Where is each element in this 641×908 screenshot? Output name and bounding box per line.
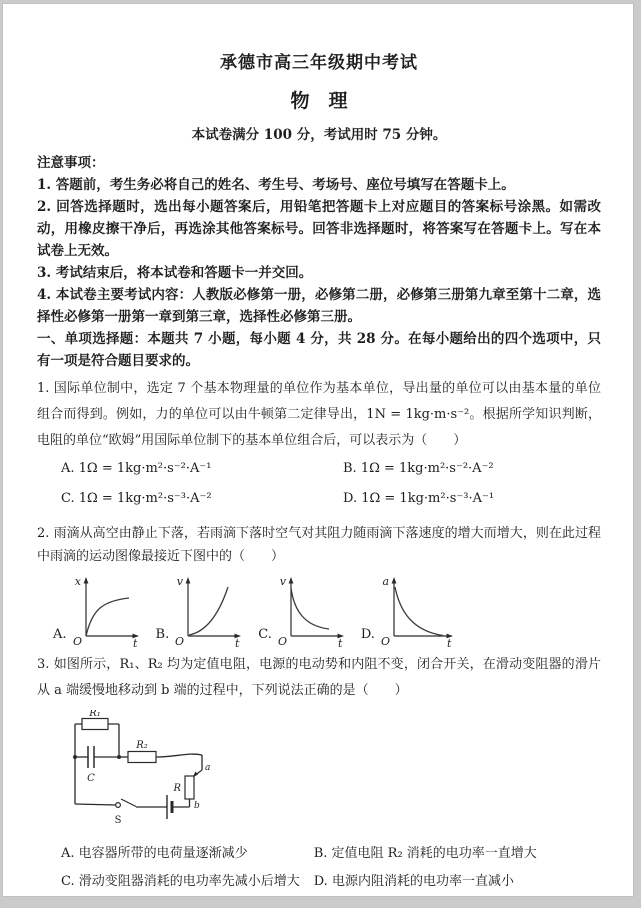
acceleration-time-graph — [377, 574, 457, 648]
exam-paper-page — [2, 3, 634, 897]
switch-contact — [116, 803, 121, 808]
velocity-time-graph — [274, 574, 348, 648]
q2-graph-option-d — [361, 574, 457, 648]
page-content — [3, 4, 633, 896]
curve — [395, 587, 443, 636]
curve — [86, 598, 129, 636]
x-axis-label: t — [446, 637, 452, 648]
q3-circuit-figure — [61, 710, 601, 834]
wire — [156, 754, 202, 757]
origin-label: O — [277, 635, 287, 648]
resistor-r2 — [128, 752, 156, 763]
question-3-text: 3. 如图所示，R₁、R₂ 均为定值电阻，电源的电动势和内阻不变，闭合开关，在滑动变阻器的滑片从 a 端缓慢地移动到 b 端的过程中，下列说法正确的是（ ） — [37, 657, 601, 698]
x-axis-label: t — [337, 637, 343, 648]
q3-option-d: D. 电源内阻消耗的电功率一直减小 — [313, 874, 514, 889]
q3-options-row-1 — [37, 840, 601, 868]
q3-option-c: C. 滑动变阻器消耗的电功率先减小后增大 — [61, 874, 300, 889]
q3-option-b: B. 定值电阻 R₂ 消耗的电功率一直增大 — [313, 846, 537, 861]
capacitor-label: C — [87, 773, 95, 784]
y-axis-arrow-icon — [288, 577, 293, 584]
q1-options-row-1 — [37, 454, 601, 484]
graph-c-label: C. — [258, 627, 272, 642]
notice-item-4: 4. 本试卷主要考试内容：人教版必修第一册，必修第二册，必修第三册第九章至第十二章，选择性必修第一册第一章到第三章，选择性必修第三册。 — [37, 287, 601, 325]
question-1-text: 1. 国际单位制中，选定 7 个基本物理量的单位作为基本单位，导出量的单位可以由基本量的单位组合而得到。例如，力的单位可以由牛顿第二定律导出，1N = 1kg·m·s⁻²。根据所学知识判断，电阻的单位“欧姆”用国际单位制下的基本单位组合后，可以表示为（ ） — [37, 381, 601, 448]
velocity-time-graph — [171, 574, 245, 648]
origin-label: O — [175, 635, 185, 648]
y-axis-arrow-icon — [186, 577, 191, 584]
curve — [291, 588, 329, 629]
notice-item-3: 3. 考试结束后，将本试卷和答题卡一并交回。 — [37, 265, 313, 281]
curve — [189, 587, 228, 635]
q1-option-d: D. 1Ω = 1kg·m²·s⁻³·A⁻¹ — [343, 491, 495, 506]
switch-label: S — [114, 815, 122, 826]
circuit-diagram — [61, 710, 219, 830]
exam-info: 本试卷满分 100 分，考试用时 75 分钟。 — [191, 127, 447, 143]
q2-graphs-row — [53, 574, 601, 648]
wire — [75, 804, 116, 805]
notice-item-2: 2. 回答选择题时，选出每小题答案后，用铅笔把答题卡上对应题目的答案标号涂黑。如需改动，用橡皮擦干净后，再选涂其他答案标号。回答非选择题时，将答案写在答题卡上。写在本试卷上无效。 — [37, 199, 601, 259]
q2-graph-option-b — [156, 574, 246, 648]
q2-graph-option-c — [258, 574, 348, 648]
junction-dot — [73, 755, 77, 759]
q1-options-row-2 — [37, 484, 601, 514]
graph-b-label: B. — [155, 627, 170, 642]
q1-option-a: A. 1Ω = 1kg·m²·s⁻²·A⁻¹ — [61, 461, 212, 476]
notices-heading: 注意事项： — [37, 155, 105, 171]
y-axis-label: v — [279, 575, 286, 588]
page-title: 承德市高三年级期中考试 — [220, 53, 418, 73]
y-axis-label: v — [177, 575, 184, 588]
q3-options — [37, 840, 601, 896]
graph-d-label: D. — [360, 627, 375, 642]
rheostat-label: R — [173, 783, 181, 794]
question-2-text: 2. 雨滴从高空由静止下落，若雨滴下落时空气对其阻力随雨滴下落速度的增大而增大，则在此过程中雨滴的运动图像最接近下图中的（ ） — [37, 526, 601, 564]
x-axis-label: t — [132, 637, 137, 648]
q2-graph-option-a — [53, 574, 143, 648]
graph-a-label: A. — [53, 627, 67, 642]
rheostat — [185, 776, 194, 799]
y-axis-label: x — [74, 575, 81, 588]
origin-label: O — [380, 635, 390, 648]
r2-label: R₂ — [136, 740, 148, 751]
origin-label: O — [72, 635, 82, 648]
position-time-graph — [69, 574, 143, 648]
terminal-b-label: b — [194, 801, 200, 811]
y-axis-arrow-icon — [392, 577, 397, 584]
subject-title: 物 理 — [290, 90, 348, 112]
x-axis-label: t — [235, 637, 240, 648]
resistor-r1 — [82, 719, 108, 730]
q1-option-b: B. 1Ω = 1kg·m²·s⁻²·A⁻² — [343, 461, 494, 476]
y-axis-label: a — [382, 575, 389, 588]
q3-options-row-2 — [37, 868, 601, 896]
switch-lever — [121, 799, 136, 807]
terminal-a-label: a — [205, 763, 211, 773]
section-1-heading: 一、单项选择题：本题共 7 小题，每小题 4 分，共 28 分。在每小题给出的四个选项中，只有一项是符合题目要求的。 — [37, 331, 601, 369]
q3-option-a: A. 电容器所带的电荷量逐渐减少 — [61, 846, 248, 861]
y-axis-arrow-icon — [83, 577, 88, 584]
q1-option-c: C. 1Ω = 1kg·m²·s⁻³·A⁻² — [61, 491, 212, 506]
r1-label: R₁ — [89, 710, 101, 719]
notice-item-1: 1. 答题前，考生务必将自己的姓名、考生号、考场号、座位号填写在答题卡上。 — [37, 177, 515, 193]
